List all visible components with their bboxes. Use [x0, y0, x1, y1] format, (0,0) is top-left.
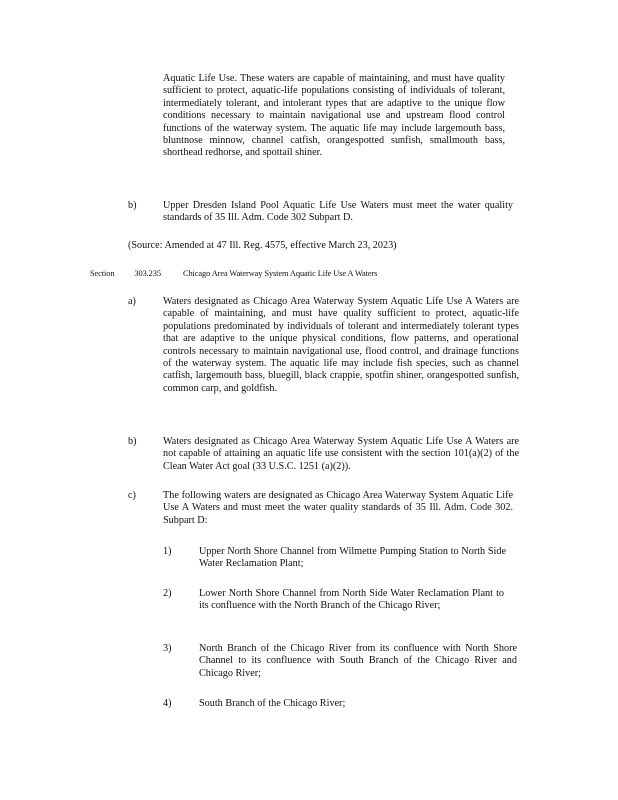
- subitem-1-text: Upper North Shore Channel from Wilmette Pumping Station to North Side Water Reclamation Plant;: [199, 546, 506, 570]
- section-number: 303.235: [134, 269, 161, 278]
- section-heading: [90, 268, 490, 280]
- item-a-label: a): [128, 296, 136, 307]
- item-a-text: Waters designated as Chicago Area Waterway System Aquatic Life Use A Waters are capable of maintaining, and must have quality sufficient to protect, aquatic-life populations predominated by individuals of tolerant and intermediately tolerant types that are adaptive to the unique physical conditions, flow patterns, and operational controls necessary to maintain navigational use, flood control, and drainage functions of the waterway system. The aquatic life may include fish species, such as channel catfish, largemouth bass, bluegill, black crappie, spotfin shiner, orangespotted sunfish, common carp, and goldfish.: [163, 296, 519, 394]
- item-b-label: b): [128, 436, 137, 447]
- subitem-1-label: 1): [163, 546, 172, 557]
- section-title: Chicago Area Waterway System Aquatic Life Use A Waters: [182, 269, 378, 278]
- section-label: Section: [90, 269, 115, 278]
- item-b-text: Waters designated as Chicago Area Waterway System Aquatic Life Use A Waters are not capable of attaining an aquatic life use consistent with the section 101(a)(2) of the Clean Water Act goal (33 U.S.C. 1251 (a)(2)).: [163, 436, 519, 472]
- subitem-2-text: Lower North Shore Channel from North Side Water Reclamation Plant to its confluence with the North Branch of the Chicago River;: [199, 588, 504, 612]
- item-c-label: c): [128, 490, 136, 501]
- intro-paragraph: Aquatic Life Use. These waters are capable of maintaining, and must have quality sufficient to protect, aquatic-life populations consisting of individuals of tolerant, intermediately tolerant, and intolerant types that are adaptive to the unique flow conditions necessary to maintain navigational use and upstream flood control functions of the waterway system. The aquatic life may include largemouth bass, bluntnose minnow, channel catfish, orangespotted sunfish, smallmouth bass, shorthead redhorse, and spottail shiner.: [163, 73, 505, 159]
- subitem-2-label: 2): [163, 588, 172, 599]
- source-note: (Source: Amended at 47 Ill. Reg. 4575, effective March 23, 2023): [128, 240, 397, 251]
- item-c-text: The following waters are designated as Chicago Area Waterway System Aquatic Life Use A Waters and must meet the water quality standards of 35 Ill. Adm. Code 302. Subpart D:: [163, 490, 513, 526]
- subitem-4-label: 4): [163, 698, 172, 709]
- subitem-3-text: North Branch of the Chicago River from its confluence with North Shore Channel to its confluence with South Branch of the Chicago River and Chicago River;: [199, 643, 517, 679]
- subitem-3-label: 3): [163, 643, 172, 654]
- subitem-4-text: South Branch of the Chicago River;: [199, 698, 346, 709]
- item-b-prev-label: b): [128, 200, 137, 211]
- item-b-prev-text: Upper Dresden Island Pool Aquatic Life Use Waters must meet the water quality standards of 35 Ill. Adm. Code 302 Subpart D.: [163, 200, 513, 224]
